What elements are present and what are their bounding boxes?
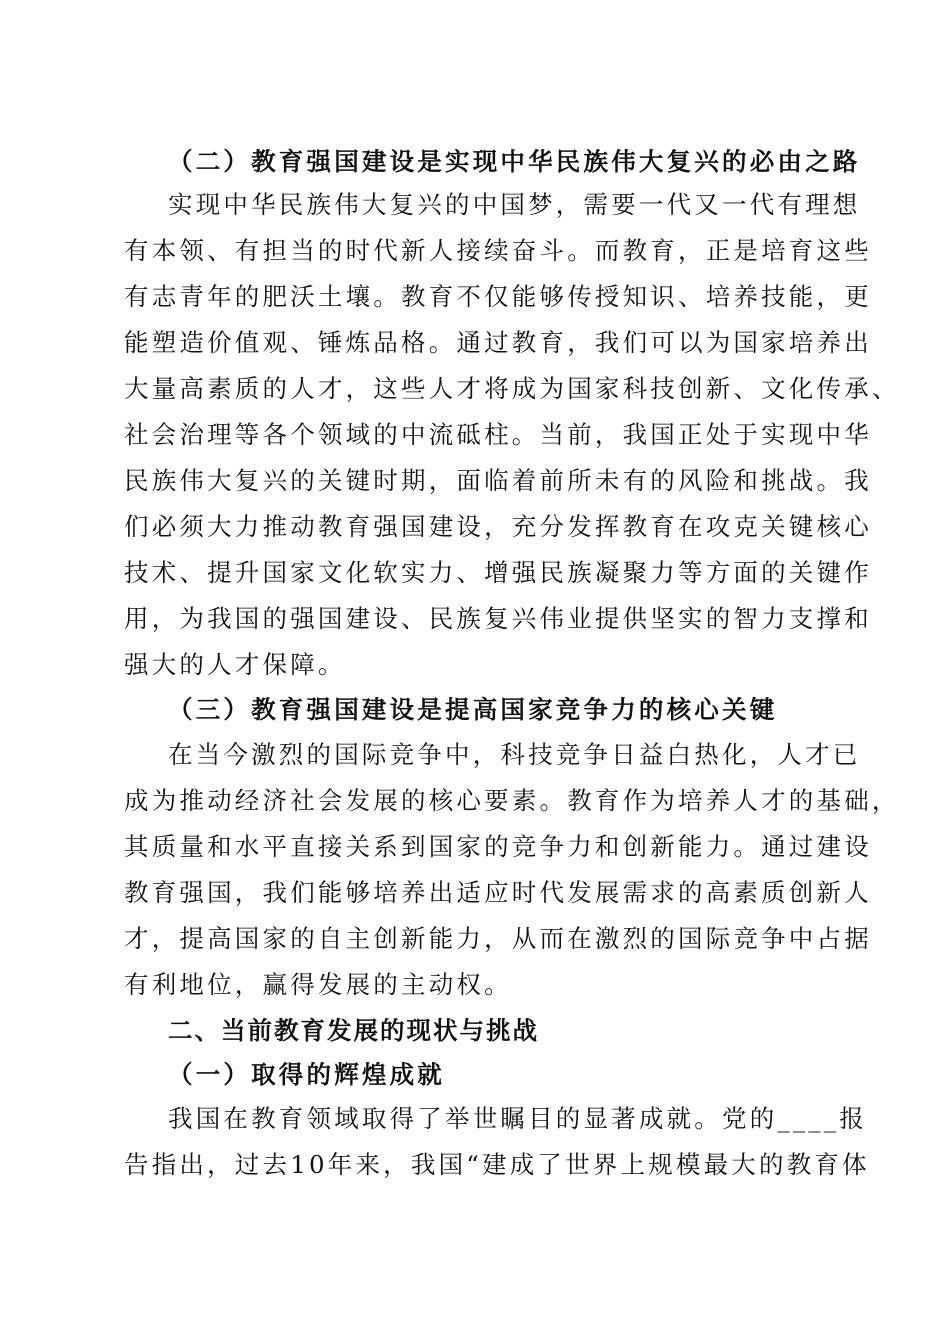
paragraph-line: 才，提高国家的自主创新能力，从而在激烈的国际竞争中占据: [124, 924, 872, 953]
paragraph-line: 用，为我国的强国建设、民族复兴伟业提供坚实的智力支撑和: [124, 604, 872, 633]
paragraph-line: 其质量和水平直接关系到国家的竞争力和创新能力。通过建设: [124, 832, 872, 861]
subsection-heading-2: （二）教育强国建设是实现中华民族伟大复兴的必由之路: [168, 147, 861, 176]
paragraph-line: 民族伟大复兴的关键时期，面临着前所未有的风险和挑战。我: [124, 466, 872, 495]
paragraph-line: 强大的人才保障。: [124, 650, 346, 679]
paragraph-line: 们必须大力推动教育强国建设，充分发挥教育在攻克关键核心: [124, 512, 872, 541]
subsection-heading-3: （三）教育强国建设是提高国家竞争力的核心关键: [168, 695, 778, 724]
paragraph-line: 有本领、有担当的时代新人接续奋斗。而教育，正是培育这些: [124, 236, 872, 265]
paragraph-line: 技术、提升国家文化软实力、增强民族凝聚力等方面的关键作: [124, 558, 872, 587]
paragraph-line: 能塑造价值观、锤炼品格。通过教育，我们可以为国家培养出: [124, 328, 872, 357]
paragraph-line: 教育强国，我们能够培养出适应时代发展需求的高素质创新人: [124, 878, 872, 907]
section-heading-2: 二、当前教育发展的现状与挑战: [168, 1016, 539, 1045]
paragraph-line: 有志青年的肥沃土壤。教育不仅能够传授知识、培养技能，更: [124, 282, 872, 311]
paragraph-line: 告指出，过去10年来，我国“建成了世界上规模最大的教育体: [124, 1150, 870, 1179]
paragraph-line: 实现中华民族伟大复兴的中国梦，需要一代又一代有理想: [168, 190, 861, 219]
paragraph-line: 大量高素质的人才，这些人才将成为国家科技创新、文化传承、: [124, 374, 900, 403]
paragraph-line: 有利地位，赢得发展的主动权。: [124, 970, 512, 999]
paragraph-line: 成为推动经济社会发展的核心要素。教育作为培养人才的基础，: [124, 786, 900, 815]
paragraph-line: 我国在教育领域取得了举世瞩目的显著成就。党的____报: [168, 1104, 867, 1133]
paragraph-line: 在当今激烈的国际竞争中，科技竞争日益白热化，人才已: [168, 740, 861, 769]
paragraph-line: 社会治理等各个领域的中流砥柱。当前，我国正处于实现中华: [124, 420, 872, 449]
subsection-heading-1: （一）取得的辉煌成就: [168, 1060, 445, 1089]
